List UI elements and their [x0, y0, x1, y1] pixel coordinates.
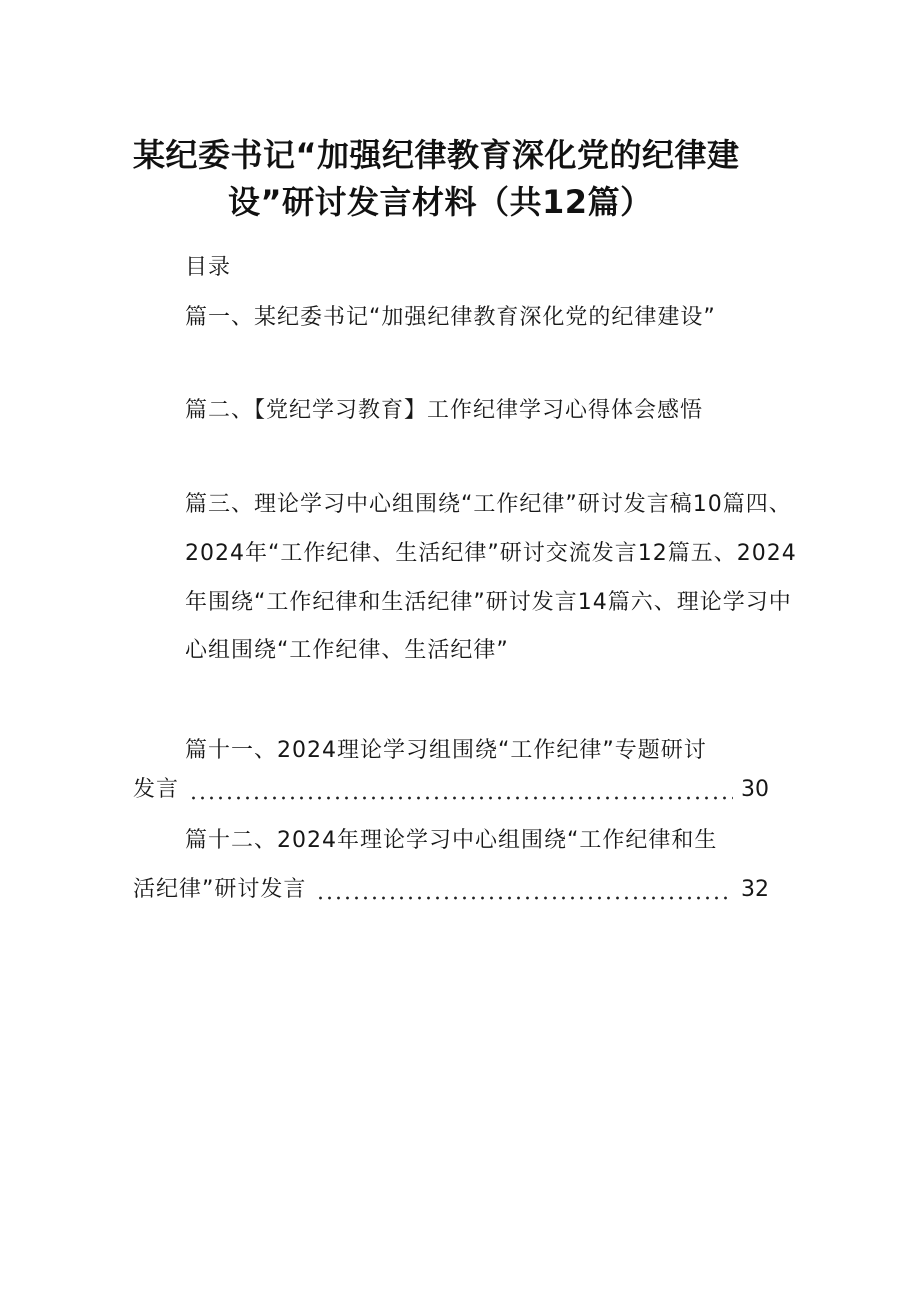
toc-entry-12-page-number: 32: [741, 877, 769, 902]
toc-entry-12-title: 篇十二、2024年理论学习中心组围绕“工作纪律和生: [185, 828, 718, 853]
dot-leader: [189, 775, 733, 805]
document-title-line-2: 设”研讨发言材料（共12篇）: [228, 183, 653, 221]
toc-entry-11-leader-row: [133, 775, 769, 805]
toc-paragraph-line: 心组围绕“工作纪律、生活纪律”: [185, 638, 509, 663]
toc-entry-1: 篇一、某纪委书记“加强纪律教育深化党的纪律建设”: [185, 305, 716, 330]
toc-entry-11-title-continued: 发言: [133, 777, 180, 802]
toc-entry-2: 篇二、【党纪学习教育】工作纪律学习心得体会感悟: [185, 398, 704, 423]
toc-entry-12-title-continued: 活纪律”研讨发言: [133, 877, 307, 902]
toc-paragraph-line: 2024年“工作纪律、生活纪律”研讨交流发言12篇五、2024: [185, 541, 797, 566]
toc-entry-11-page-number: 30: [741, 777, 769, 802]
toc-paragraph-line: 篇三、理论学习中心组围绕“工作纪律”研讨发言稿10篇四、: [185, 492, 792, 517]
toc-paragraph-line: 年围绕“工作纪律和生活纪律”研讨发言14篇六、理论学习中: [185, 590, 792, 615]
toc-heading: 目录: [185, 255, 232, 280]
toc-entry-11-title: 篇十一、2024理论学习组围绕“工作纪律”专题研讨: [185, 738, 707, 763]
toc-entry-12-leader-row: [133, 875, 769, 905]
dot-leader: [316, 875, 733, 905]
document-title-line-1: 某纪委书记“加强纪律教育深化党的纪律建: [133, 136, 740, 174]
